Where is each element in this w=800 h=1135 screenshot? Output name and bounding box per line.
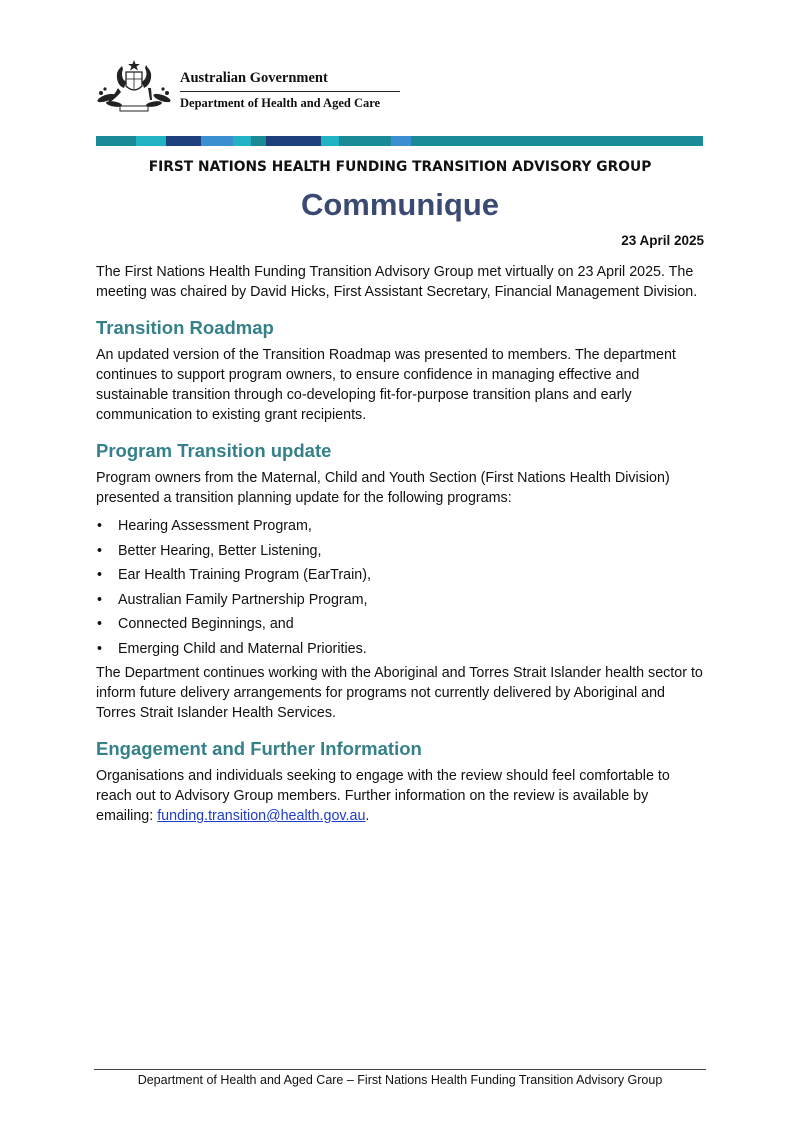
program-list <box>96 516 706 659</box>
program-update-followup: The Department continues working with the Aboriginal and Torres Strait Islander health sector to inform future delivery arrangements for programs not currently delivered by Aboriginal and Torres Strait Islander Health Services. <box>96 665 703 721</box>
section-heading-program-update: Program Transition update <box>96 440 332 461</box>
footer-divider <box>94 1069 706 1070</box>
department-name: Department of Health and Aged Care <box>180 96 381 110</box>
email-link[interactable]: funding.transition@health.gov.au <box>157 808 366 824</box>
engagement-paragraph <box>96 766 706 826</box>
list-item: • Hearing Assessment Program, <box>96 516 706 536</box>
communique-body <box>96 262 706 834</box>
coat-of-arms-logo <box>96 58 172 114</box>
page-title: Communique <box>300 187 500 222</box>
brand-color-bar <box>96 136 703 146</box>
page-footer: Department of Health and Aged Care – First Nations Health Funding Transition Advisory Group <box>137 1073 663 1087</box>
section-heading-engagement: Engagement and Further Information <box>96 738 422 759</box>
engagement-text: Organisations and individuals seeking to engage with the review should feel comfortable to reach out to Advisory Group members. Further information on the review is available by emailing: <box>96 768 670 824</box>
program-update-paragraph: Program owners from the Maternal, Child and Youth Section (First Nations Health Division) presented a transition planning update for the following programs: <box>96 470 670 506</box>
list-item: • Better Hearing, Better Listening, <box>96 541 706 561</box>
list-item: • Emerging Child and Maternal Priorities. <box>96 639 706 659</box>
advisory-group-title: FIRST NATIONS HEALTH FUNDING TRANSITION ADVISORY GROUP <box>148 159 652 175</box>
government-name: Australian Government <box>180 70 328 86</box>
list-item: • Australian Family Partnership Program, <box>96 590 706 610</box>
engagement-suffix: . <box>365 808 370 824</box>
roadmap-paragraph: An updated version of the Transition Roadmap was presented to members. The department continues to support program owners, to ensure confidence in managing effective and sustainable transition through co-developing fit-for-purpose transition plans and early communication to existing grant recipients. <box>96 347 676 423</box>
section-heading-roadmap: Transition Roadmap <box>96 317 274 338</box>
list-item: • Ear Health Training Program (EarTrain), <box>96 565 706 585</box>
header-divider <box>180 91 400 92</box>
list-item: • Connected Beginnings, and <box>96 614 706 634</box>
communique-date: 23 April 2025 <box>621 233 704 248</box>
intro-paragraph: The First Nations Health Funding Transition Advisory Group met virtually on 23 April 2025. The meeting was chaired by David Hicks, First Assistant Secretary, Financial Management Division. <box>96 264 698 300</box>
